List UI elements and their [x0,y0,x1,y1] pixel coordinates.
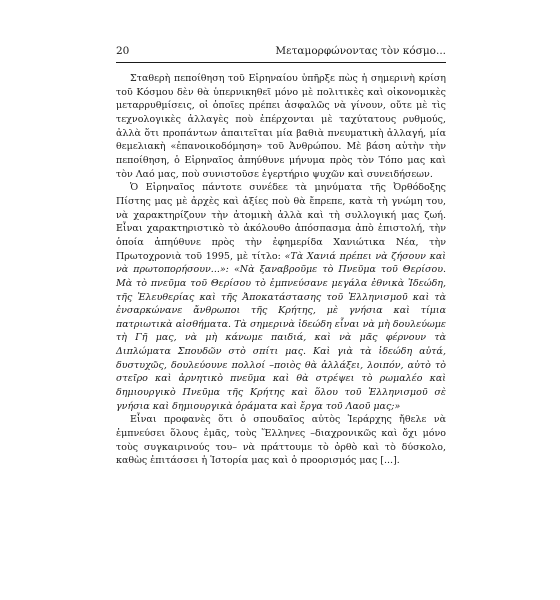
paragraph-1: Σταθερὴ πεποίθηση τοῦ Εἰρηναίου ὑπῆρξε πὼς ἡ σημερινὴ κρίση τοῦ Κόσμου δὲν θὰ ὑπερνικηθεῖ μόνο μὲ πολιτικὲς καὶ οἰκονομικὲς μεταρρυθμίσεις, οἱ ὁποῖες πρέπει ἀσφαλῶς νὰ γίνουν, οὔτε μὲ τὶς τεχνολογικὲς ἀλλαγὲς ποὺ ἐπέρχονται μὲ ταχύτατους ρυθμούς, ἀλλὰ ὅτι προπάντων ἀπαιτεῖται μία βαθιὰ πνευματικὴ ἀλλαγή, μία θεμελιακὴ «ἐπανοικοδόμηση» τοῦ Ἀνθρώπου. Μὲ βάση αὐτὴν τὴν πεποίθηση, ὁ Εἰρηναῖος ἀπηύθυνε μήνυμα πρὸς τὸν Τόπο μας καὶ τὸν Λαό μας, ποὺ συνιστοῦσε ἐγερτήριο ψυχῶν καὶ συνειδήσεων. [116,73,446,180]
running-title: Μεταμορφώνοντας τὸν κόσμο... [275,45,446,57]
page-header [116,44,446,60]
paragraph-2 [116,181,446,413]
page-number: 20 [116,45,130,57]
body-text [116,72,446,468]
paragraph-2-intro: Ὁ Εἰρηναῖος πάντοτε συνέδεε τὰ μηνύματα τῆς Ὀρθόδοξης Πίστης μας μὲ ἀρχὲς καὶ ἀξίες ποὺ θὰ ἔπρεπε, κατὰ τὴ γνώμη του, νὰ χαρακτηρίζουν τὴν ἀτομικὴ ἀλλὰ καὶ τὴ συλλογική μας ζωή. Εἶναι χαρακτηριστικὸ τὸ ἀκόλουθο ἀπόσπασμα ἀπὸ ἐπιστολή, τὴν ὁποία ἀπηύθυνε πρὸς τὴν ἐφημερίδα Χανιώτικα Νέα, τὴν Πρωτοχρονιὰ τοῦ 1995, μὲ τίτλο: [116,182,446,262]
header-rule [116,62,446,63]
paragraph-3: Εἶναι προφανὲς ὅτι ὁ σπουδαῖος αὐτὸς Ἱεράρχης ἤθελε νὰ ἐμπνεύσει ὅλους ἐμᾶς, τοὺς Ἕλληνες –διαχρονικῶς καὶ ὄχι μόνο τοὺς συγκαιρινούς του– νὰ πράττουμε τὸ ὀρθὸ καὶ τὸ δύσκολο, καθὼς ἐπιτάσσει ἡ Ἱστορία μας καὶ ὁ προορισμός μας [...]. [116,414,446,467]
quotation: «Τὰ Χανιά πρέπει νὰ ζήσουν καὶ νὰ πρωτοπορήσουν...»: «Νὰ ξαναβροῦμε τὸ Πνεῦμα τοῦ Θερίσου. Μὰ τὸ πνεῦμα τοῦ Θερίσου τὸ ἐμπνεύσανε μεγάλα ἐθνικὰ Ἰδεώδη, τῆς Ἐλευθερίας καὶ τῆς Ἀποκατάστασης τοῦ Ἑλληνισμοῦ καὶ τὰ ἐνσαρκώνανε ἄνθρωποι τῆς Κρήτης, μὲ γνήσια καὶ τίμια πατριωτικὰ αἰσθήματα. Τὰ σημερινὰ ἰδεώδη εἶναι νὰ μὴ δουλεύωμε τὴ Γῆ μας, νὰ μὴ κάνωμε παιδιά, καὶ νὰ μᾶς φέρνουν τὰ Διπλώματα Σπουδῶν στὸ σπίτι μας. Καὶ γιὰ τὰ ἰδεώδη αὐτά, δυστυχῶς, δουλεύουνε πολλοί –ποιὸς θὰ ἀλλάξει, λοιπόν, αὐτὸ τὸ στεῖρο καὶ ἀρνητικὸ πνεῦμα καὶ θὰ στρέψει τὸ ρωμαλέο καὶ δημιουργικὸ Πνεῦμα τῆς Κρήτης καὶ ὅλου τοῦ Ἑλληνισμοῦ σὲ γνήσια καὶ δημιουργικὰ ὁράματα καὶ ἔργα τοῦ Λαοῦ μας;» [116,250,446,412]
